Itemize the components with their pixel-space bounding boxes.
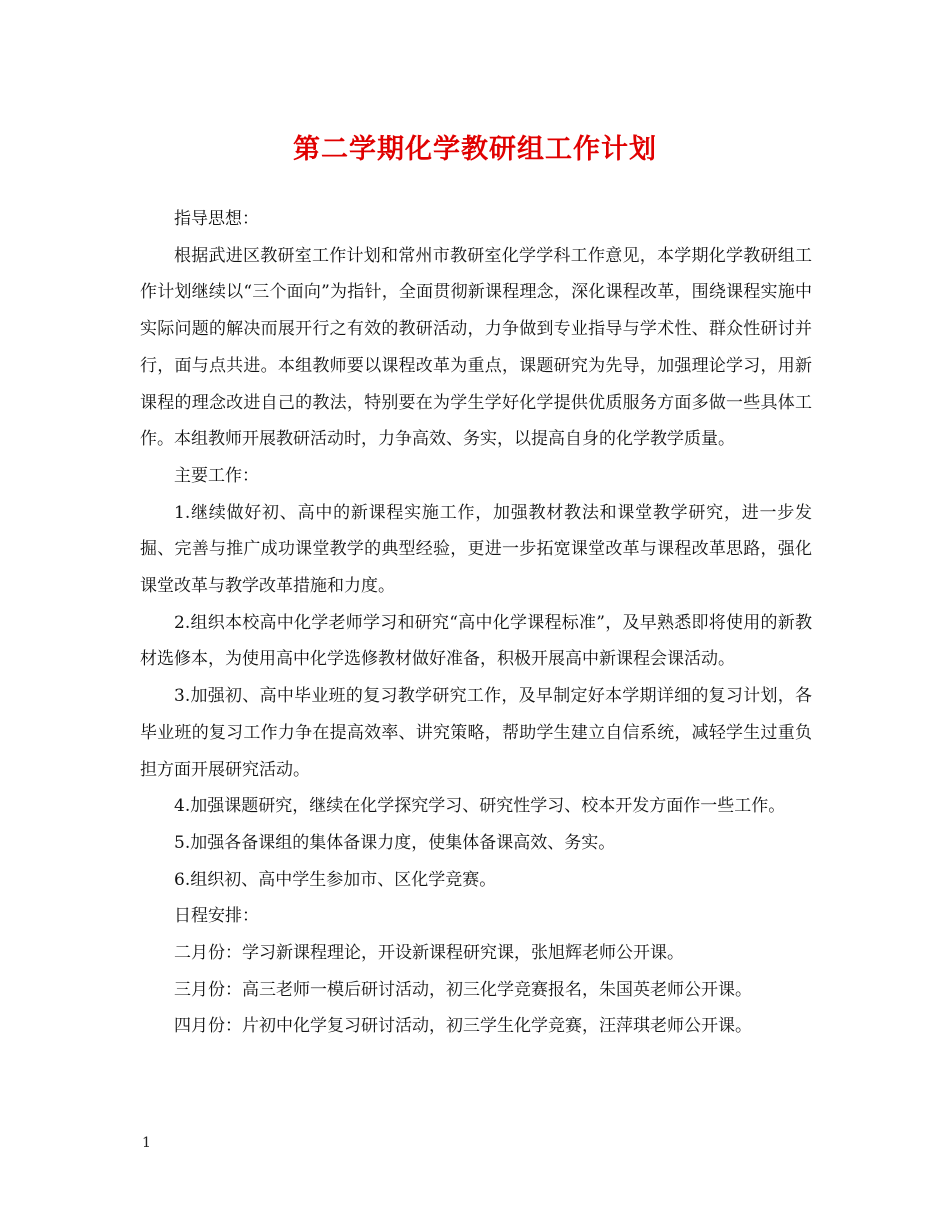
section-heading-guiding-thought: 指导思想：: [174, 209, 259, 229]
work-item-5: 5.加强各备课组的集体备课力度，使集体备课高效、务实。: [174, 832, 616, 853]
section-heading-main-work: 主要工作：: [174, 465, 259, 486]
work-item-6: 6.组织初、高中学生参加市、区化学竞赛。: [174, 869, 497, 890]
document-title: 第二学期化学教研组工作计划: [293, 134, 657, 165]
work-item-1: 1.继续做好初、高中的新课程实施工作，加强教材教法和课堂教学研究，进一步发掘、完善与推广成功课堂教学的典型经验，更进一步拓宽课堂改革与课程改革思路，强化课堂改革与教学改革措施和力度。: [140, 502, 812, 597]
section-heading-schedule: 日程安排：: [174, 906, 259, 927]
work-item-4: 4.加强课题研究，继续在化学探究学习、研究性学习、校本开发方面作一些工作。: [174, 796, 786, 817]
schedule-march: 三月份：高三老师一模后研讨活动，初三化学竞赛报名，朱国英老师公开课。: [174, 979, 752, 1000]
document-body: [140, 201, 812, 1045]
page-number: 1: [142, 1135, 151, 1151]
schedule-february: 二月份：学习新课程理论，开设新课程研究课，张旭辉老师公开课。: [174, 943, 684, 964]
work-item-2: 2.组织本校高中化学老师学习和研究“高中化学课程标准”，及早熟悉即将使用的新教材选修本，为使用高中化学选修教材做好准备，积极开展高中新课程会课活动。: [140, 612, 812, 670]
work-item-3: 3.加强初、高中毕业班的复习教学研究工作，及早制定好本学期详细的复习计划，各毕业班的复习工作力争在提高效率、讲究策略，帮助学生建立自信系统，减轻学生过重负担方面开展研究活动。: [140, 686, 812, 780]
paragraph-guiding-thought: 根据武进区教研室工作计划和常州市教研室化学学科工作意见，本学期化学教研组工作计划继续以“三个面向”为指针，全面贯彻新课程理念，深化课程改革，围绕课程实施中实际问题的解决而展开行之有效的教研活动，力争做到专业指导与学术性、群众性研讨并行，面与点共进。本组教师要以课程改革为重点，课题研究为先导，加强理论学习，用新课程的理念改进自己的教法，特别要在为学生学好化学提供优质服务方面多做一些具体工作。本组教师开展教研活动时，力争高效、务实，以提高自身的化学教学质量。: [140, 245, 812, 450]
schedule-april: 四月份：片初中化学复习研讨活动，初三学生化学竞赛，汪萍琪老师公开课。: [174, 1016, 752, 1037]
